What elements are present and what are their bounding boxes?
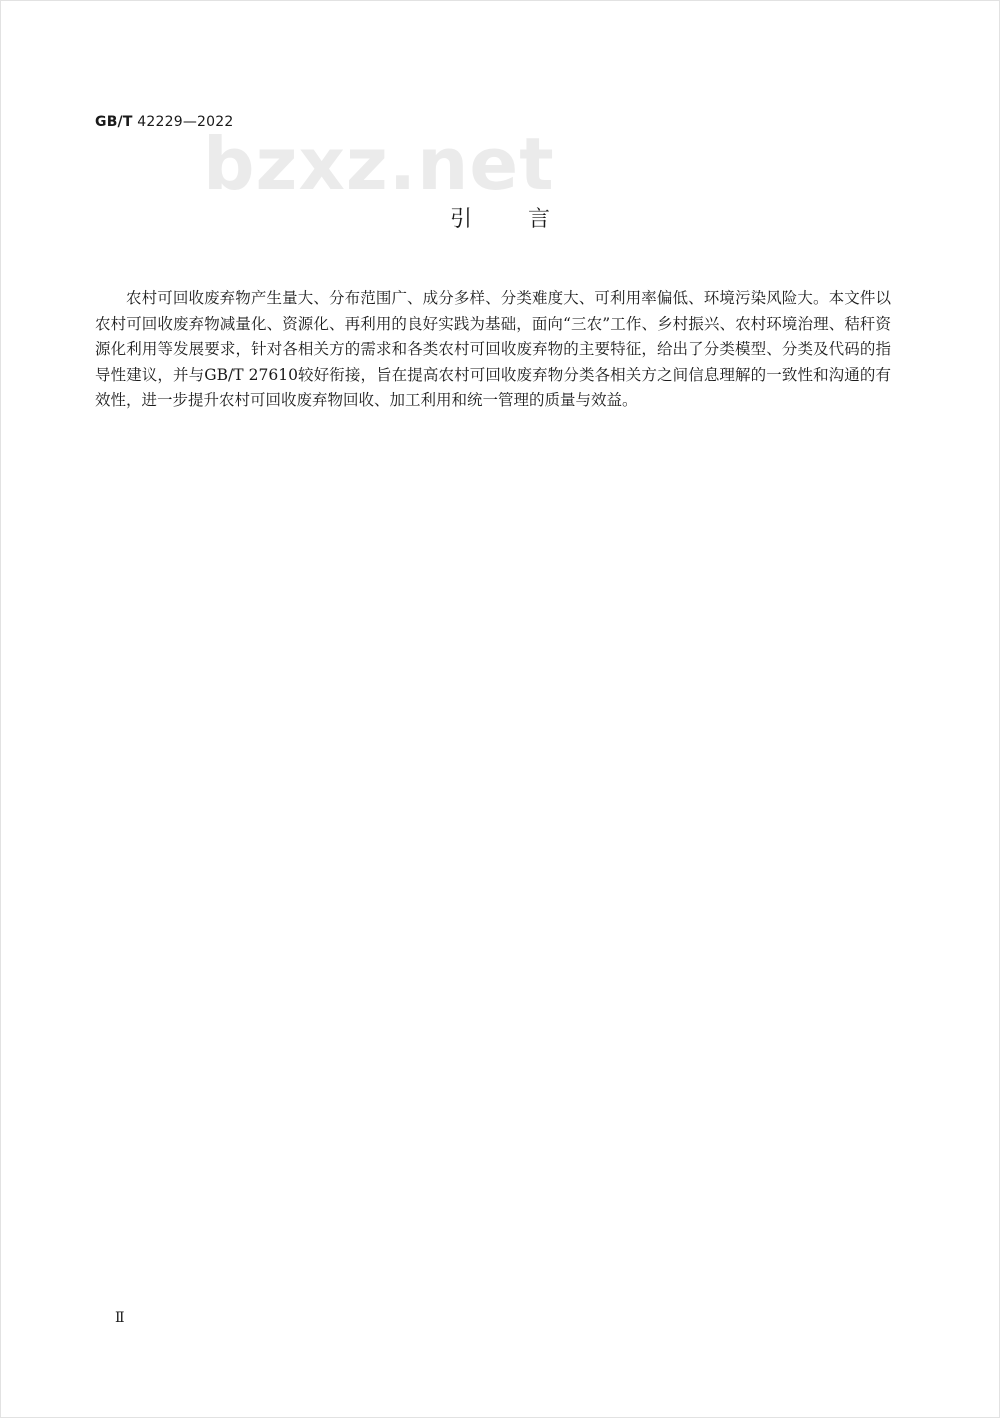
introduction-paragraph: 农村可回收废弃物产生量大、分布范围广、成分多样、分类难度大、可利用率偏低、环境污染风险大。本文件以农村可回收废弃物减量化、资源化、再利用的良好实践为基础，面向“三农”工作、乡村振兴、农村环境治理、秸秆资源化利用等发展要求，针对各相关方的需求和各类农村可回收废弃物的主要特征，给出了分类模型、分类及代码的指导性建议，并与GB/T 27610较好衔接，旨在提高农村可回收废弃物分类各相关方之间信息理解的一致性和沟通的有效性，进一步提升农村可回收废弃物回收、加工利用和统一管理的质量与效益。 [95,289,891,409]
page-number: Ⅱ [115,1310,125,1326]
page-title: 引言 [449,207,606,232]
standard-prefix: GB/T [95,114,133,130]
standard-number: 42229—2022 [137,114,234,130]
watermark: bzxz.net [203,122,555,206]
